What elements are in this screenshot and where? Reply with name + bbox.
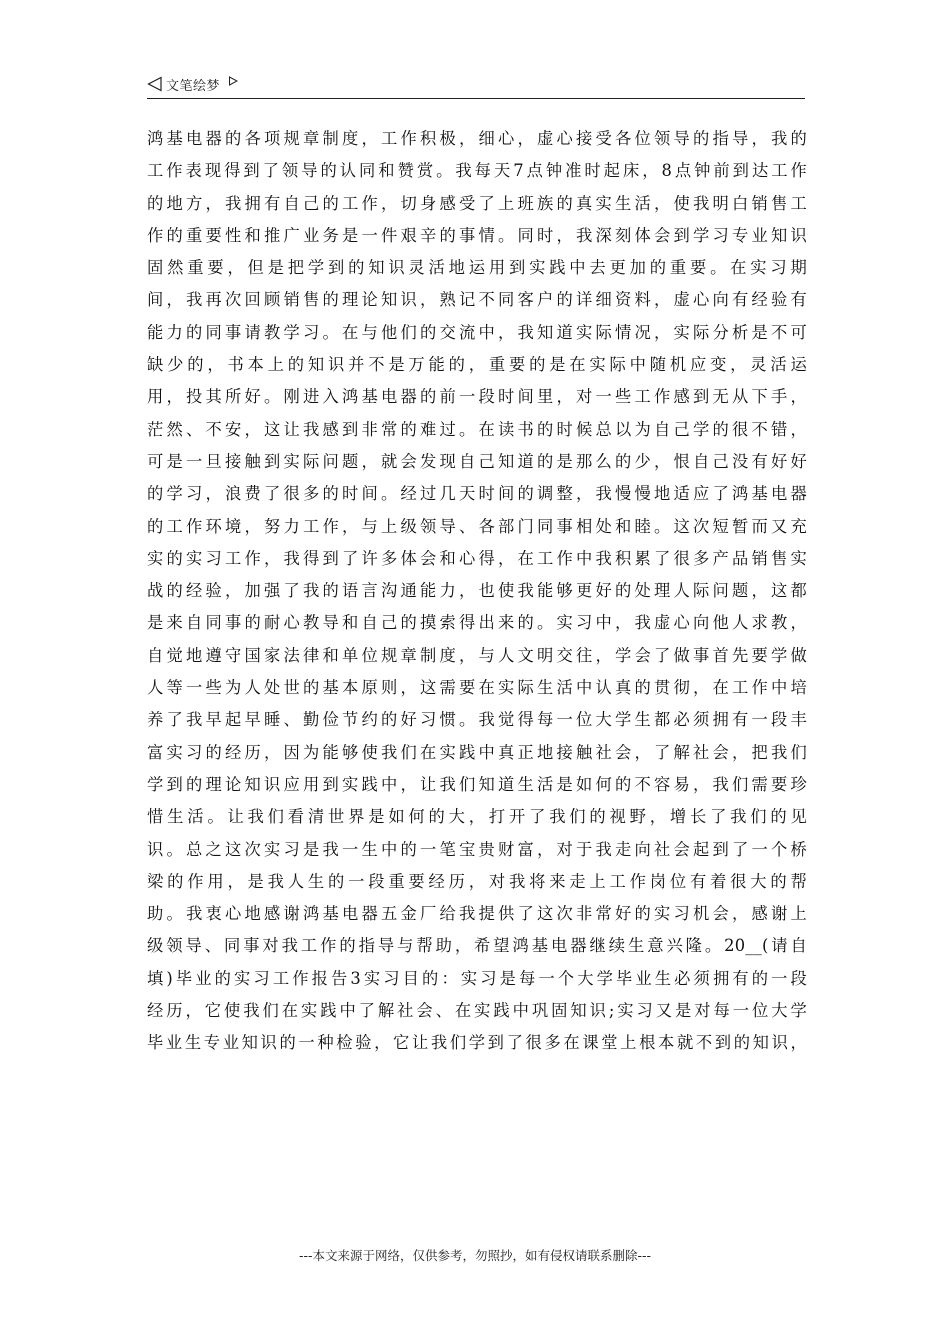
body-line: 固然重要，但是把学到的知识灵活地运用到实践中去更加的重要。在实习期 (147, 258, 807, 278)
body-line: 助。我衷心地感谢鸿基电器五金厂给我提供了这次非常好的实习机会，感谢上 (147, 904, 807, 924)
document-body (147, 123, 807, 1060)
body-line: 级领导、同事对我工作的指导与帮助，希望鸿基电器继续生意兴隆。20__(请自 (147, 936, 807, 956)
body-line: 茫然、不安，这让我感到非常的难过。在读书的时候总以为自己学的很不错， (147, 419, 807, 439)
body-line: 战的经验，加强了我的语言沟通能力，也使我能够更好的处理人际问题，这都 (147, 581, 807, 601)
body-line: 用，投其所好。刚进入鸿基电器的前一段时间里，对一些工作感到无从下手， (147, 387, 807, 407)
body-line: 识。总之这次实习是我一生中的一笔宝贵财富，对于我走向社会起到了一个桥 (147, 839, 807, 859)
body-line: 惜生活。让我们看清世界是如何的大，打开了我们的视野，增长了我们的见 (147, 807, 807, 827)
body-line: 缺少的，书本上的知识并不是万能的，重要的是在实际中随机应变，灵活运 (147, 355, 807, 375)
header-title: 文笔绘梦 (166, 78, 221, 94)
body-line: 的地方，我拥有自己的工作，切身感受了上班族的真实生活，使我明白销售工 (147, 193, 807, 213)
body-line: 养了我早起早睡、勤俭节约的好习惯。我觉得每一位大学生都必须拥有一段丰 (147, 710, 807, 730)
triangle-left-icon (147, 76, 163, 92)
body-line: 间，我再次回顾销售的理论知识，熟记不同客户的详细资料，虚心向有经验有 (147, 290, 807, 310)
body-line: 能力的同事请教学习。在与他们的交流中，我知道实际情况，实际分析是不可 (147, 322, 807, 342)
triangle-right-icon (228, 76, 238, 86)
body-line: 毕业生专业知识的一种检验，它让我们学到了很多在课堂上根本就不到的知识， (147, 1033, 807, 1053)
body-line: 的工作环境，努力工作，与上级领导、各部门同事相处和睦。这次短暂而又充 (147, 516, 807, 536)
body-line: 学到的理论知识应用到实践中，让我们知道生活是如何的不容易，我们需要珍 (147, 774, 807, 794)
body-line: 自觉地遵守国家法律和单位规章制度，与人文明交往，学会了做事首先要学做 (147, 645, 807, 665)
body-line: 人等一些为人处世的基本原则，这需要在实际生活中认真的贯彻，在工作中培 (147, 678, 807, 698)
page-header (147, 70, 805, 99)
page-footer: ---本文来源于网络，仅供参考，勿照抄，如有侵权请联系删除--- (298, 1248, 652, 1263)
body-line: 作的重要性和推广业务是一件艰辛的事情。同时，我深刻体会到学习专业知识 (147, 225, 807, 245)
body-line: 的学习，浪费了很多的时间。经过几天时间的调整，我慢慢地适应了鸿基电器 (147, 484, 807, 504)
body-line: 实的实习工作，我得到了许多体会和心得，在工作中我积累了很多产品销售实 (147, 548, 807, 568)
body-line: 富实习的经历，因为能够使我们在实践中真正地接触社会，了解社会，把我们 (147, 742, 807, 762)
body-line: 填)毕业的实习工作报告3实习目的：实习是每一个大学毕业生必须拥有的一段 (147, 968, 807, 988)
body-line: 可是一旦接触到实际问题，就会发现自己知道的是那么的少，恨自己没有好好 (147, 451, 807, 471)
body-line: 是来自同事的耐心教导和自己的摸索得出来的。实习中，我虚心向他人求教， (147, 613, 807, 633)
body-line: 工作表现得到了领导的认同和赞赏。我每天7点钟准时起床，8点钟前到达工作 (147, 161, 807, 181)
body-line: 经历，它使我们在实践中了解社会、在实践中巩固知识;实习又是对每一位大学 (147, 1001, 807, 1021)
body-line: 鸿基电器的各项规章制度，工作积极，细心，虚心接受各位领导的指导，我的 (147, 129, 807, 148)
body-line: 梁的作用，是我人生的一段重要经历，对我将来走上工作岗位有着很大的帮 (147, 871, 807, 891)
